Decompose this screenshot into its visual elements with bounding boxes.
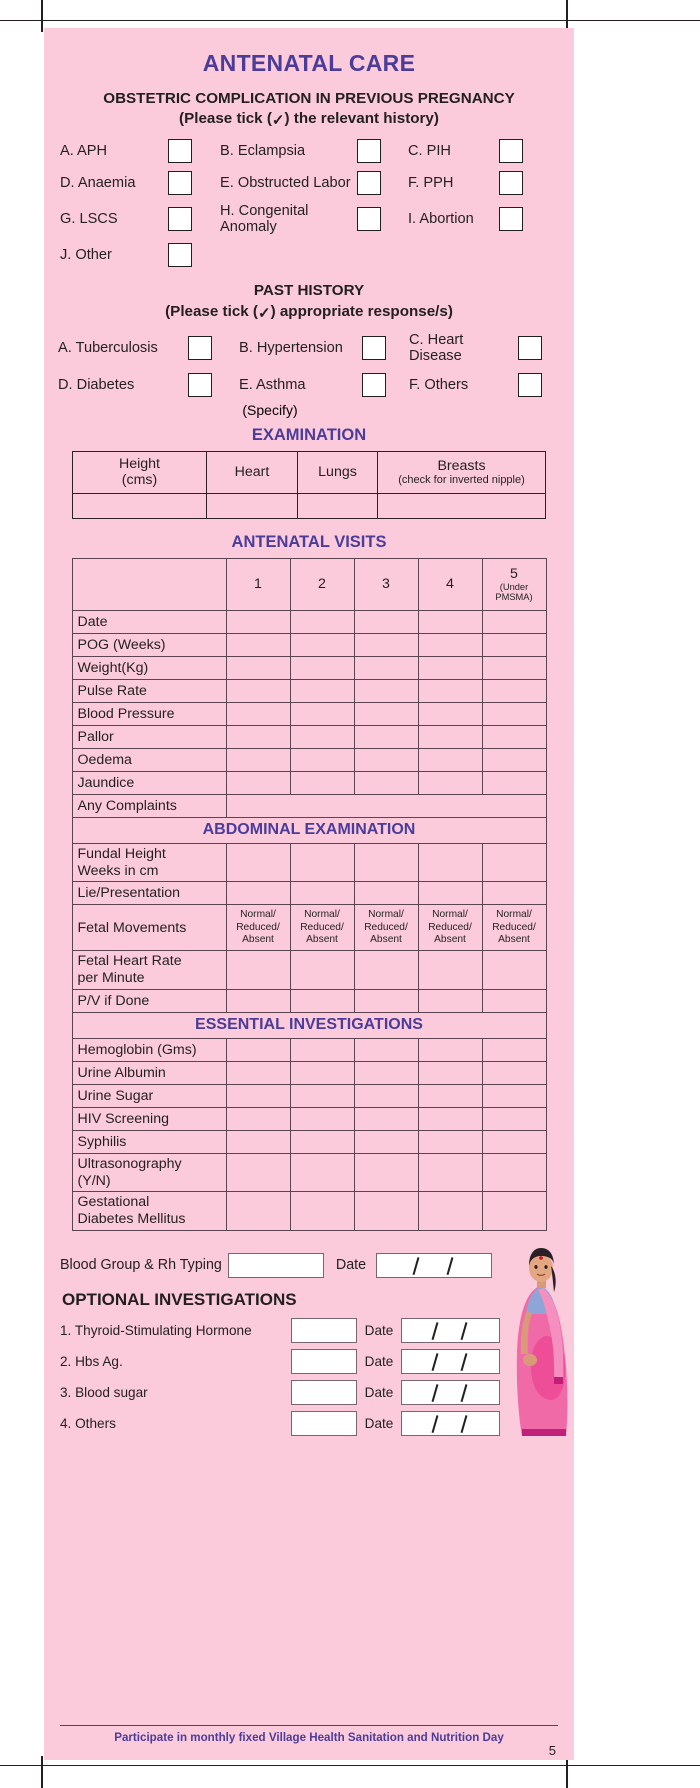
- cell[interactable]: [418, 1038, 482, 1061]
- examination-col-lungs-label: Lungs: [318, 464, 357, 481]
- fm-opt-1b: Reduced/: [236, 921, 280, 933]
- optional-label-4: 4. Others: [60, 1415, 116, 1431]
- cell[interactable]: [482, 1192, 546, 1231]
- cell[interactable]: [418, 989, 482, 1012]
- cell[interactable]: [354, 1038, 418, 1061]
- cell[interactable]: [354, 610, 418, 633]
- inv-row-label-hemoglobin: Hemoglobin (Gms): [72, 1038, 226, 1061]
- examination-input-row: [73, 493, 546, 518]
- visits-header-5: [482, 558, 546, 610]
- table-row: [72, 882, 546, 905]
- fm-opt-4a: Normal/: [432, 909, 468, 921]
- obstetric-label-d: D. Anaemia: [60, 175, 136, 192]
- cell[interactable]: [418, 748, 482, 771]
- past-history-heading: PAST HISTORY: [253, 282, 365, 300]
- fetal-movement-options-3[interactable]: [354, 905, 418, 951]
- past-history-instruction-post: ) appropriate response/s): [270, 302, 453, 320]
- cell[interactable]: [354, 843, 418, 882]
- cell[interactable]: [482, 1038, 546, 1061]
- inv-gdm-line2: Diabetes Mellitus: [77, 1211, 186, 1228]
- table-row: [72, 905, 546, 951]
- cell[interactable]: [482, 610, 546, 633]
- cell[interactable]: [354, 1061, 418, 1084]
- visits-row-label-pallor: Pallor: [72, 725, 226, 748]
- visits-row-label-date: Date: [72, 610, 226, 633]
- table-row: [72, 633, 546, 656]
- cell[interactable]: [290, 1107, 354, 1130]
- past-history-label-e: E. Asthma: [239, 376, 306, 393]
- past-history-label-c: C. Heart Disease: [409, 331, 464, 364]
- check-icon-2: ✓: [258, 304, 271, 322]
- optional-input-2[interactable]: [291, 1349, 357, 1374]
- obstetric-checkbox-j[interactable]: [168, 243, 192, 267]
- fetal-movement-options-4[interactable]: [418, 905, 482, 951]
- cell[interactable]: [226, 989, 290, 1012]
- abdo-fhr-line2: per Minute: [77, 970, 145, 987]
- cell[interactable]: [482, 748, 546, 771]
- obstetric-instruction-pre: (Please tick (: [179, 110, 272, 128]
- optional-date-label-3: Date: [364, 1384, 394, 1400]
- blood-group-date-input[interactable]: [376, 1253, 492, 1278]
- fm-opt-2c: Absent: [306, 934, 338, 946]
- cell[interactable]: [354, 1107, 418, 1130]
- past-history-checkbox-b[interactable]: [362, 336, 386, 360]
- cell[interactable]: [290, 771, 354, 794]
- cell[interactable]: [418, 771, 482, 794]
- inv-row-label-hiv: HIV Screening: [72, 1107, 226, 1130]
- fm-opt-2a: Normal/: [304, 909, 340, 921]
- page-number: 5: [548, 1743, 556, 1758]
- obstetric-row-4: [60, 243, 558, 267]
- cell[interactable]: [354, 656, 418, 679]
- fm-opt-4b: Reduced/: [428, 921, 472, 933]
- examination-col-heart: [207, 451, 298, 493]
- abdo-fundal-line1: Fundal Height: [77, 845, 166, 862]
- past-history-instruction-pre: (Please tick (: [165, 302, 258, 320]
- examination-col-height-sub: (cms): [121, 472, 158, 489]
- cell[interactable]: [482, 702, 546, 725]
- antenatal-visits-heading: ANTENATAL VISITS: [231, 532, 387, 551]
- fetal-movement-options-1[interactable]: [226, 905, 290, 951]
- optional-date-label-4: Date: [364, 1415, 394, 1431]
- cell[interactable]: [290, 748, 354, 771]
- abdo-row-label-lie: Lie/Presentation: [72, 882, 226, 905]
- fm-opt-3a: Normal/: [368, 909, 404, 921]
- past-history-checkbox-a[interactable]: [188, 336, 212, 360]
- cell[interactable]: [482, 951, 546, 990]
- abdo-row-label-fhr: [72, 951, 226, 990]
- optional-label-2: 2. Hbs Ag.: [60, 1353, 123, 1369]
- examination-col-breasts-sub: (check for inverted nipple): [398, 474, 525, 487]
- cell[interactable]: [354, 633, 418, 656]
- cell[interactable]: [418, 725, 482, 748]
- cell[interactable]: [354, 951, 418, 990]
- fm-opt-3b: Reduced/: [364, 921, 408, 933]
- essential-investigations-heading-row: [72, 1012, 546, 1038]
- abdominal-examination-heading-row: [72, 817, 546, 843]
- table-row: [72, 748, 546, 771]
- optional-row-4: [60, 1411, 558, 1436]
- table-row: [72, 702, 546, 725]
- cell[interactable]: [226, 951, 290, 990]
- obstetric-checkbox-g[interactable]: [168, 207, 192, 231]
- cell[interactable]: [482, 1061, 546, 1084]
- cell[interactable]: [482, 633, 546, 656]
- cell[interactable]: [226, 1061, 290, 1084]
- crop-mark-top-left: [41, 0, 43, 32]
- cell[interactable]: [290, 882, 354, 905]
- optional-label-3: 3. Blood sugar: [60, 1384, 148, 1400]
- past-history-checkbox-c[interactable]: [518, 336, 542, 360]
- fm-opt-5a: Normal/: [496, 909, 532, 921]
- obstetric-checkbox-f[interactable]: [499, 171, 523, 195]
- table-row: [72, 610, 546, 633]
- visits-header-5-note-line1: (Under: [499, 582, 529, 593]
- visits-row-label-oedema: Oedema: [72, 748, 226, 771]
- abdominal-examination-heading: ABDOMINAL EXAMINATION: [72, 817, 546, 843]
- examination-col-heart-label: Heart: [234, 464, 270, 481]
- visits-row-label-bp: Blood Pressure: [72, 702, 226, 725]
- cell[interactable]: [354, 702, 418, 725]
- optional-row-1: [60, 1318, 558, 1343]
- cell-any-complaints[interactable]: [226, 794, 546, 817]
- optional-date-input-2[interactable]: [401, 1349, 500, 1374]
- cell[interactable]: [354, 1153, 418, 1192]
- optional-date-input-1[interactable]: [401, 1318, 500, 1343]
- crop-line-bottom: [0, 1765, 700, 1766]
- fm-opt-5c: Absent: [498, 934, 530, 946]
- cell[interactable]: [290, 951, 354, 990]
- past-history-row-2: [58, 373, 560, 397]
- visits-header-1: 1: [226, 558, 290, 610]
- visits-header-2: 2: [290, 558, 354, 610]
- inv-gdm-line1: Gestational: [77, 1194, 150, 1211]
- obstetric-label-a: A. APH: [60, 143, 108, 160]
- visits-header-3: 3: [354, 558, 418, 610]
- fm-opt-1c: Absent: [242, 934, 274, 946]
- cell[interactable]: [226, 1192, 290, 1231]
- cell[interactable]: [418, 843, 482, 882]
- visits-row-label-complaints: Any Complaints: [72, 794, 226, 817]
- examination-table: [72, 451, 546, 519]
- cell[interactable]: [354, 989, 418, 1012]
- cell[interactable]: [482, 1153, 546, 1192]
- cell[interactable]: [290, 679, 354, 702]
- past-history-row-1: [58, 332, 560, 364]
- optional-date-label-1: Date: [364, 1322, 394, 1338]
- obstetric-checkbox-h[interactable]: [357, 207, 381, 231]
- table-row: [72, 1192, 546, 1231]
- cell[interactable]: [290, 989, 354, 1012]
- visits-row-label-pog: POG (Weeks): [72, 633, 226, 656]
- past-history-label-a: A. Tuberculosis: [58, 339, 158, 356]
- cell[interactable]: [482, 882, 546, 905]
- fm-opt-2b: Reduced/: [300, 921, 344, 933]
- inv-usg-line1: Ultrasonography: [77, 1155, 182, 1172]
- table-row: [72, 1153, 546, 1192]
- cell[interactable]: [418, 656, 482, 679]
- cell[interactable]: [354, 725, 418, 748]
- abdo-row-label-pv: P/V if Done: [72, 989, 226, 1012]
- visits-row-label-pulse: Pulse Rate: [72, 679, 226, 702]
- past-history-checkbox-f[interactable]: [518, 373, 542, 397]
- obstetric-instruction-post: ) the relevant history): [284, 110, 439, 128]
- cell[interactable]: [290, 1130, 354, 1153]
- visits-header-4: 4: [418, 558, 482, 610]
- examination-col-breasts-label: Breasts: [437, 457, 486, 474]
- cell[interactable]: [482, 771, 546, 794]
- cell[interactable]: [226, 882, 290, 905]
- cell[interactable]: [290, 1153, 354, 1192]
- cell[interactable]: [290, 656, 354, 679]
- past-history-heading-block: [44, 281, 574, 321]
- cell[interactable]: [226, 1107, 290, 1130]
- obstetric-label-g: G. LSCS: [60, 211, 118, 228]
- obstetric-label-i: I. Abortion: [408, 211, 474, 228]
- visits-header-5-num: 5: [510, 566, 518, 583]
- table-row: [72, 794, 546, 817]
- footer-note: Participate in monthly fixed Village Health Sanitation and Nutrition Day: [114, 1731, 504, 1744]
- cell[interactable]: [418, 679, 482, 702]
- cell[interactable]: [418, 1130, 482, 1153]
- examination-input-heart[interactable]: [207, 493, 298, 518]
- obstetric-label-j: J. Other: [60, 247, 112, 264]
- cell[interactable]: [226, 1084, 290, 1107]
- table-row: [72, 1084, 546, 1107]
- examination-input-breasts[interactable]: [378, 493, 546, 518]
- visits-header-blank: [72, 558, 226, 610]
- cell[interactable]: [290, 1084, 354, 1107]
- cell[interactable]: [418, 610, 482, 633]
- obstetric-label-h: H. Congenital Anomaly: [220, 203, 309, 236]
- table-row: [72, 771, 546, 794]
- crop-mark-bottom-left: [41, 1756, 43, 1788]
- past-history-label-d: D. Diabetes: [58, 376, 135, 393]
- cell[interactable]: [226, 679, 290, 702]
- fm-opt-3c: Absent: [370, 934, 402, 946]
- cell[interactable]: [290, 633, 354, 656]
- cell[interactable]: [226, 610, 290, 633]
- cell[interactable]: [226, 1038, 290, 1061]
- cell[interactable]: [482, 679, 546, 702]
- past-history-checkbox-grid: [44, 332, 574, 418]
- abdo-fhr-line1: Fetal Heart Rate: [77, 953, 182, 970]
- examination-header-row: [73, 451, 546, 493]
- footer-divider: [60, 1725, 558, 1726]
- visits-header-5-note-line2: PMSMA): [495, 592, 533, 603]
- cell[interactable]: [418, 633, 482, 656]
- abdo-row-label-fundal-height: [72, 843, 226, 882]
- cell[interactable]: [354, 771, 418, 794]
- obstetric-row-3: [60, 203, 558, 235]
- cell[interactable]: [418, 1107, 482, 1130]
- cell[interactable]: [226, 748, 290, 771]
- cell[interactable]: [226, 656, 290, 679]
- visits-row-label-weight: Weight(Kg): [72, 656, 226, 679]
- abdo-row-label-fetal-movements: Fetal Movements: [72, 905, 226, 951]
- cell[interactable]: [354, 1084, 418, 1107]
- cell[interactable]: [482, 843, 546, 882]
- cell[interactable]: [226, 843, 290, 882]
- cell[interactable]: [354, 882, 418, 905]
- fetal-movement-options-5[interactable]: [482, 905, 546, 951]
- cell[interactable]: [418, 1061, 482, 1084]
- optional-row-2: [60, 1349, 558, 1374]
- cell[interactable]: [354, 1192, 418, 1231]
- cell[interactable]: [482, 1084, 546, 1107]
- table-row: [72, 843, 546, 882]
- cell[interactable]: [290, 1038, 354, 1061]
- crop-mark-bottom-right: [566, 1756, 568, 1788]
- optional-input-4[interactable]: [291, 1411, 357, 1436]
- cell[interactable]: [482, 725, 546, 748]
- cell[interactable]: [354, 1130, 418, 1153]
- cell[interactable]: [290, 1192, 354, 1231]
- obstetric-heading: OBSTETRIC COMPLICATION IN PREVIOUS PREGNANCY: [103, 90, 515, 107]
- obstetric-checkbox-b[interactable]: [357, 139, 381, 163]
- table-row: [72, 1130, 546, 1153]
- inv-row-label-urine-albumin: Urine Albumin: [72, 1061, 226, 1084]
- optional-input-3[interactable]: [291, 1380, 357, 1405]
- obstetric-label-f: F. PPH: [408, 175, 454, 192]
- obstetric-row-1: [60, 139, 558, 163]
- obstetric-checkbox-d[interactable]: [168, 171, 192, 195]
- table-row: [72, 1061, 546, 1084]
- cell[interactable]: [482, 656, 546, 679]
- antenatal-visits-table: [72, 558, 547, 1231]
- examination-col-lungs: [298, 451, 378, 493]
- obstetric-checkbox-e[interactable]: [357, 171, 381, 195]
- abdo-fundal-line2: Weeks in cm: [77, 862, 159, 879]
- cell[interactable]: [418, 951, 482, 990]
- cell[interactable]: [482, 1130, 546, 1153]
- visits-header-row: [72, 558, 546, 610]
- examination-col-height: [73, 451, 207, 493]
- optional-date-input-3[interactable]: [401, 1380, 500, 1405]
- cell[interactable]: [418, 882, 482, 905]
- table-row: [72, 656, 546, 679]
- past-history-specify-note: (Specify): [242, 401, 298, 418]
- cell[interactable]: [354, 748, 418, 771]
- cell[interactable]: [290, 610, 354, 633]
- inv-row-label-syphilis: Syphilis: [72, 1130, 226, 1153]
- obstetric-checkbox-a[interactable]: [168, 139, 192, 163]
- table-row: [72, 951, 546, 990]
- cell[interactable]: [482, 1107, 546, 1130]
- cell[interactable]: [418, 1153, 482, 1192]
- optional-label-1: 1. Thyroid-Stimulating Hormone: [60, 1322, 252, 1338]
- cell[interactable]: [226, 1130, 290, 1153]
- cell[interactable]: [226, 633, 290, 656]
- cell[interactable]: [226, 1153, 290, 1192]
- cell[interactable]: [226, 725, 290, 748]
- cell[interactable]: [226, 771, 290, 794]
- obstetric-label-b: B. Eclampsia: [220, 143, 306, 160]
- table-row: [72, 989, 546, 1012]
- cell[interactable]: [354, 679, 418, 702]
- fetal-movement-options-2[interactable]: [290, 905, 354, 951]
- inv-row-label-urine-sugar: Urine Sugar: [72, 1084, 226, 1107]
- crop-line-top: [0, 20, 700, 21]
- table-row: [72, 1038, 546, 1061]
- obstetric-heading-block: [44, 89, 574, 129]
- inv-row-label-gdm: [72, 1192, 226, 1231]
- past-history-instruction: [44, 302, 574, 322]
- essential-investigations-heading: ESSENTIAL INVESTIGATIONS: [72, 1012, 546, 1038]
- obstetric-label-e: E. Obstructed Labor: [220, 175, 351, 192]
- fm-opt-5b: Reduced/: [492, 921, 536, 933]
- inv-usg-line2: (Y/N): [77, 1172, 111, 1189]
- fm-opt-4c: Absent: [434, 934, 466, 946]
- fm-opt-1a: Normal/: [240, 909, 276, 921]
- pregnant-woman-illustration: [510, 1244, 572, 1440]
- optional-investigations-heading: OPTIONAL INVESTIGATIONS: [62, 1289, 297, 1309]
- past-history-checkbox-e[interactable]: [362, 373, 386, 397]
- past-history-label-f: F. Others: [409, 376, 469, 393]
- obstetric-checkbox-c[interactable]: [499, 139, 523, 163]
- examination-heading: EXAMINATION: [251, 425, 367, 444]
- obstetric-checkbox-i[interactable]: [499, 207, 523, 231]
- cell[interactable]: [290, 702, 354, 725]
- table-row: [72, 725, 546, 748]
- blood-group-date-label: Date: [335, 1257, 367, 1274]
- optional-input-1[interactable]: [291, 1318, 357, 1343]
- form-page: [44, 28, 574, 1760]
- optional-date-input-4[interactable]: [401, 1411, 500, 1436]
- examination-input-height[interactable]: [73, 493, 207, 518]
- past-history-label-b: B. Hypertension: [239, 339, 343, 356]
- blood-group-input[interactable]: [228, 1253, 324, 1278]
- inv-row-label-usg: [72, 1153, 226, 1192]
- obstetric-checkbox-grid: [44, 139, 574, 267]
- cell[interactable]: [418, 1192, 482, 1231]
- obstetric-instruction: [44, 109, 574, 129]
- cell[interactable]: [418, 702, 482, 725]
- past-history-checkbox-d[interactable]: [188, 373, 212, 397]
- page-title: ANTENATAL CARE: [202, 50, 416, 76]
- optional-date-label-2: Date: [364, 1353, 394, 1369]
- cell[interactable]: [226, 702, 290, 725]
- blood-group-row: [60, 1253, 558, 1278]
- table-row: [72, 679, 546, 702]
- blood-group-label: Blood Group & Rh Typing: [60, 1257, 222, 1274]
- bottom-section: [44, 1253, 574, 1436]
- optional-row-3: [60, 1380, 558, 1405]
- cell[interactable]: [290, 843, 354, 882]
- examination-col-breasts: [378, 451, 546, 493]
- cell[interactable]: [290, 1061, 354, 1084]
- check-icon: ✓: [271, 112, 285, 130]
- cell[interactable]: [482, 989, 546, 1012]
- examination-input-lungs[interactable]: [298, 493, 378, 518]
- table-row: [72, 1107, 546, 1130]
- examination-col-height-label: Height: [118, 456, 160, 473]
- obstetric-label-c: C. PIH: [408, 143, 451, 160]
- obstetric-row-2: [60, 171, 558, 195]
- cell[interactable]: [290, 725, 354, 748]
- visits-row-label-jaundice: Jaundice: [72, 771, 226, 794]
- cell[interactable]: [418, 1084, 482, 1107]
